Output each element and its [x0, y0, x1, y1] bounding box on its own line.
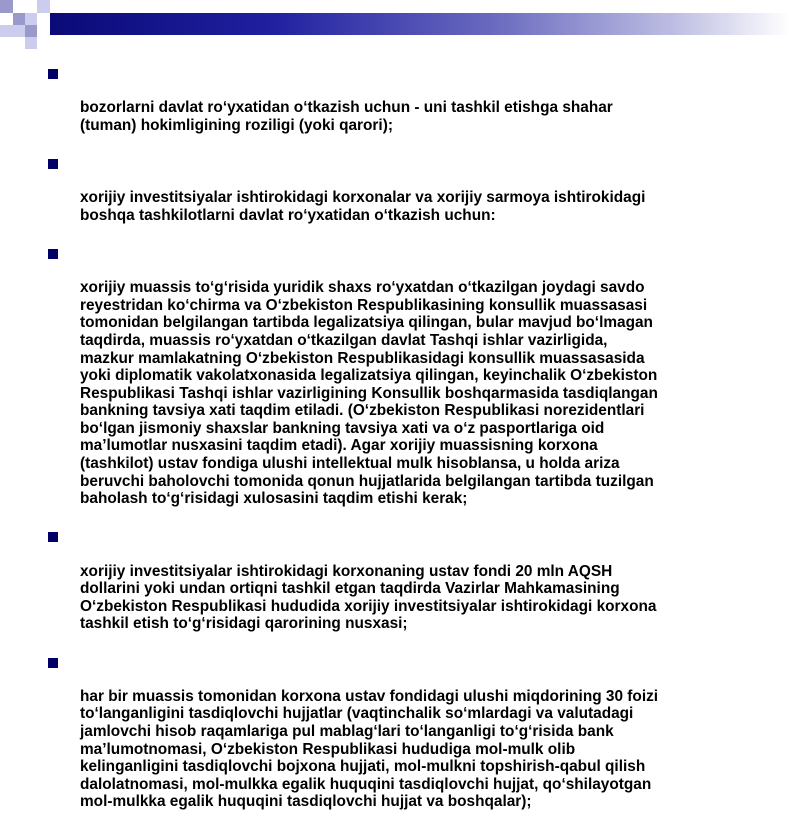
bullet-text: xorijiy investitsiyalar ishtirokidagi korxonaning ustav fondi 20 mln AQSH dollarini yoki undan ortiqni tashkil etgan taqdirda Vazirlar Mahkamasining O‘zbekiston Respublikasi hududida xorijiy investitsiyalar ishtirokidagi korxona tashkil etish to‘g‘risidagi qarorining nusxasi;: [80, 562, 657, 633]
bullet-item: [48, 154, 778, 242]
bullet-text: har bir muassis tomonidan korxona ustav fondidagi ulushi miqdorining 30 foizi to‘langanligini tasdiqlovchi hujjatlar (vaqtinchalik so‘mlardagi va valutadagi jamlovchi hisob raqamlariga pul mablag‘lari to‘langanligi to‘g‘risida bank ma’lumotnomasi, O‘zbekiston Respublikasi hududiga mol-mulk olib kelinganligini tasdiqlovchi bojxona hujjati, mol-mulkni topshirish-qabul qilish dalolatnomasi, mol-mulkka egalik huquqini tasdiqlovchi hujjat, qo‘shilayotgan mol-mulkka egalik huquqini tasdiqlovchi hujjat va boshqalar);: [80, 687, 659, 811]
bullet-item: [48, 244, 778, 526]
decor-square: [13, 0, 25, 13]
decor-square: [13, 13, 25, 25]
bullet-item: [48, 653, 778, 829]
header-gradient-bar: [50, 13, 790, 35]
decor-square: [25, 25, 37, 37]
bullet-text: xorijiy investitsiyalar ishtirokidagi korxonalar va xorijiy sarmoya ishtirokidagi boshqa tashkilotlarni davlat ro‘yxatidan o‘tkazish uchun:: [80, 189, 646, 224]
bullet-item: [48, 64, 778, 152]
decor-square: [0, 13, 13, 25]
square-bullet-icon: [48, 249, 58, 259]
decor-square: [13, 25, 25, 37]
square-bullet-icon: [48, 532, 58, 542]
bullet-text: xorijiy muassis to‘g‘risida yuridik shaxs ro‘yxatdan o‘tkazilgan joydagi savdo reyestridan ko‘chirma va O‘zbekiston Respublikasining konsullik muassasasi tomonidan belgilangan tartibda legalizatsiya qilingan, bular mavjud bo‘lmagan taqdirda, muassis ro‘yxatdan o‘tkazilgan davlat Tashqi ishlar vazirligida, mazkur mamlakatning O‘zbekiston Respublikasidagi konsullik muassasasida yoki diplomatik vakolatxonasida legalizatsiya qilingan, keyinchalik O‘zbekiston Respublikasi Tashqi ishlar vazirligining Konsullik boshqarmasida tasdiqlangan bankning tavsiya xati taqdim etiladi. (O‘zbekiston Respublikasi norezidentlari bo‘lgan jismoniy shaxslar bankning tavsiya xati va o‘z pasportlariga oid ma’lumotlar nusxasini taqdim etadi). Agar xorijiy muassisning korxona (tashkilot) ustav fondiga ulushi intellektual mulk hisoblansa, u holda ariza beruvchi baholovchi tomonida qonun hujjatlarida belgilangan tartibda tuzilgan baholash to‘g‘risidagi xulosasini taqdim etishi kerak;: [80, 279, 658, 508]
bullet-item: [48, 527, 778, 650]
square-bullet-icon: [48, 69, 58, 79]
decor-square: [37, 0, 50, 13]
decor-square: [0, 25, 13, 37]
bullet-text: bozorlarni davlat ro‘yxatidan o‘tkazish uchun - uni tashkil etishga shahar (tuman) hokimligining roziligi (yoki qarori);: [80, 99, 613, 134]
square-bullet-icon: [48, 658, 58, 668]
square-bullet-icon: [48, 159, 58, 169]
bullet-list: [48, 64, 778, 829]
decor-square: [25, 13, 37, 25]
decor-square: [0, 0, 13, 13]
decor-square: [25, 37, 37, 49]
